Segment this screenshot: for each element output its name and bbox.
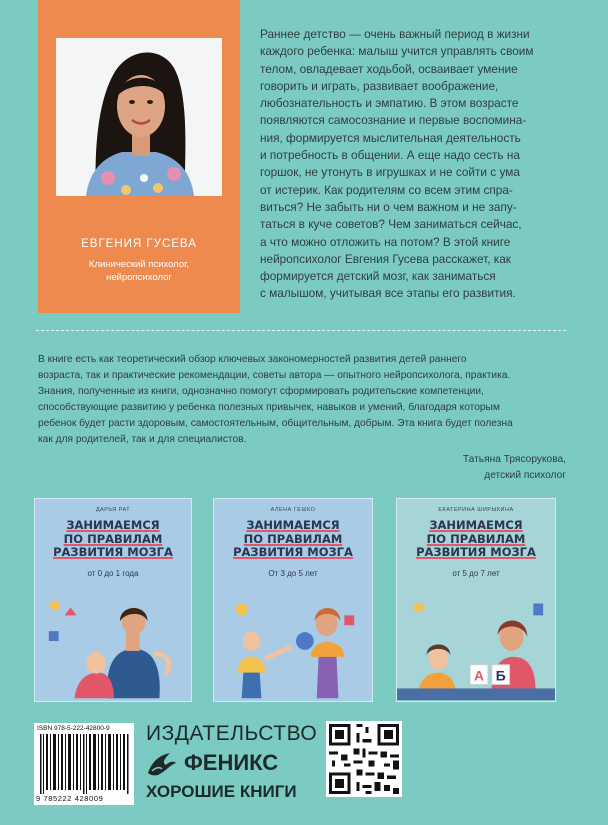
blurb-line: формируется детский мозг, как заниматься (260, 269, 496, 284)
book-blurb (260, 26, 564, 303)
reviewer-title: детский психолог (484, 470, 566, 481)
publisher-line-2: ФЕНИКС (184, 750, 279, 775)
qr-code-icon[interactable] (326, 721, 402, 797)
svg-text:А: А (474, 667, 485, 684)
review-line: как для родителей, так и для специалистов. (38, 434, 247, 445)
blurb-line: каждого ребенка: малыш учится управлять своим (260, 44, 534, 59)
blurb-line: говорить и играть, развивает воображение, (260, 78, 499, 93)
blurb-line: ния, формируется мыслительная деятельность (260, 130, 521, 145)
book-age: От 3 до 5 лет (268, 569, 318, 578)
book-cover-1[interactable] (34, 498, 192, 702)
isbn-barcode (34, 723, 134, 805)
blurb-line: любознательность и эмпатию. В этом возрасте (260, 96, 519, 111)
book-cover-2[interactable] (213, 498, 373, 702)
blurb-line: с малышом, учитывая все этапы его развития. (260, 286, 516, 301)
book-illustration-mother-daughter (397, 585, 555, 701)
book-illustration-mother-baby (35, 585, 191, 701)
blurb-line: телом, овладевает ходьбой, осваивает умение (260, 61, 518, 76)
review-line: Знания, полученные из книги, однозначно помогут сформировать родительские компетенции, (38, 386, 484, 397)
blurb-line: нейропсихолог Евгения Гусева расскажет, как (260, 251, 511, 266)
blurb-line: от истерик. Как родителям со всем этим спра- (260, 182, 513, 197)
book-age: от 0 до 1 года (87, 569, 139, 578)
book-title: ЗАНИМАЕМСЯ ПО ПРАВИЛАМ РАЗВИТИЯ МОЗГА (416, 518, 536, 559)
review-line: ребенок будет расти здоровым, самостоятельным, общительным, добрым. Эта книга будет полезна (38, 418, 513, 429)
book-title: ЗАНИМАЕМСЯ ПО ПРАВИЛАМ РАЗВИТИЯ МОЗГА (233, 518, 353, 559)
book-author: ЕКАТЕРИНА ШИРЫКИНА (438, 507, 514, 513)
isbn-label: ISBN 978-5-222-42800-9 (37, 725, 110, 732)
author-photo (56, 38, 222, 196)
book-cover-3[interactable] (396, 498, 556, 702)
review-line: способствующие развитию у ребенка полезных привычек, навыков и умений, благодаря которым (38, 402, 500, 413)
blurb-line: а что можно отложить на потом? В этой книге (260, 234, 511, 249)
author-card (38, 0, 240, 313)
book-author: ДАРЬЯ РАТ (95, 507, 131, 513)
barcode-icon (40, 734, 130, 794)
reviewer-name: Татьяна Трясорукова, (462, 454, 566, 465)
author-role: Клинический психолог, нейропсихолог (88, 259, 190, 283)
blurb-line: появляются самосознание и первые воспомина- (260, 113, 527, 128)
publisher-line-1: ИЗДАТЕЛЬСТВО (146, 722, 318, 745)
dashed-divider (36, 330, 566, 331)
publisher-line-3: ХОРОШИЕ КНИГИ (146, 782, 297, 801)
book-author: АЛЕНА ГЕШКО (270, 507, 316, 513)
book-age: от 5 до 7 лет (452, 569, 500, 578)
author-name: ЕВГЕНИЯ ГУСЕВА (81, 238, 197, 250)
phoenix-logo-icon (146, 751, 178, 777)
book-illustration-mother-child (214, 585, 372, 701)
isbn-number: 9 785222 428009 (36, 794, 104, 803)
review-signature (463, 452, 566, 484)
review-quote (38, 352, 568, 448)
blurb-line: виться? Не забыть ни о чем важном и не запу- (260, 199, 517, 214)
blurb-line: горшок, не утонуть в игрушках и не сойти с ума (260, 165, 520, 180)
blurb-line: таться в куче советов? Чем заниматься сейчас, (260, 217, 522, 232)
review-line: возраста, так и практические рекомендации, советы автора — опытного нейропсихолога, практика. (38, 370, 511, 381)
blurb-line: и потребность в общении. А еще надо сесть на (260, 148, 520, 163)
blurb-line: Раннее детство — очень важный период в жизни (260, 27, 530, 41)
svg-text:Б: Б (495, 667, 506, 684)
review-line: В книге есть как теоретический обзор ключевых закономерностей развития детей раннего (38, 354, 467, 365)
book-title: ЗАНИМАЕМСЯ ПО ПРАВИЛАМ РАЗВИТИЯ МОЗГА (53, 518, 173, 559)
